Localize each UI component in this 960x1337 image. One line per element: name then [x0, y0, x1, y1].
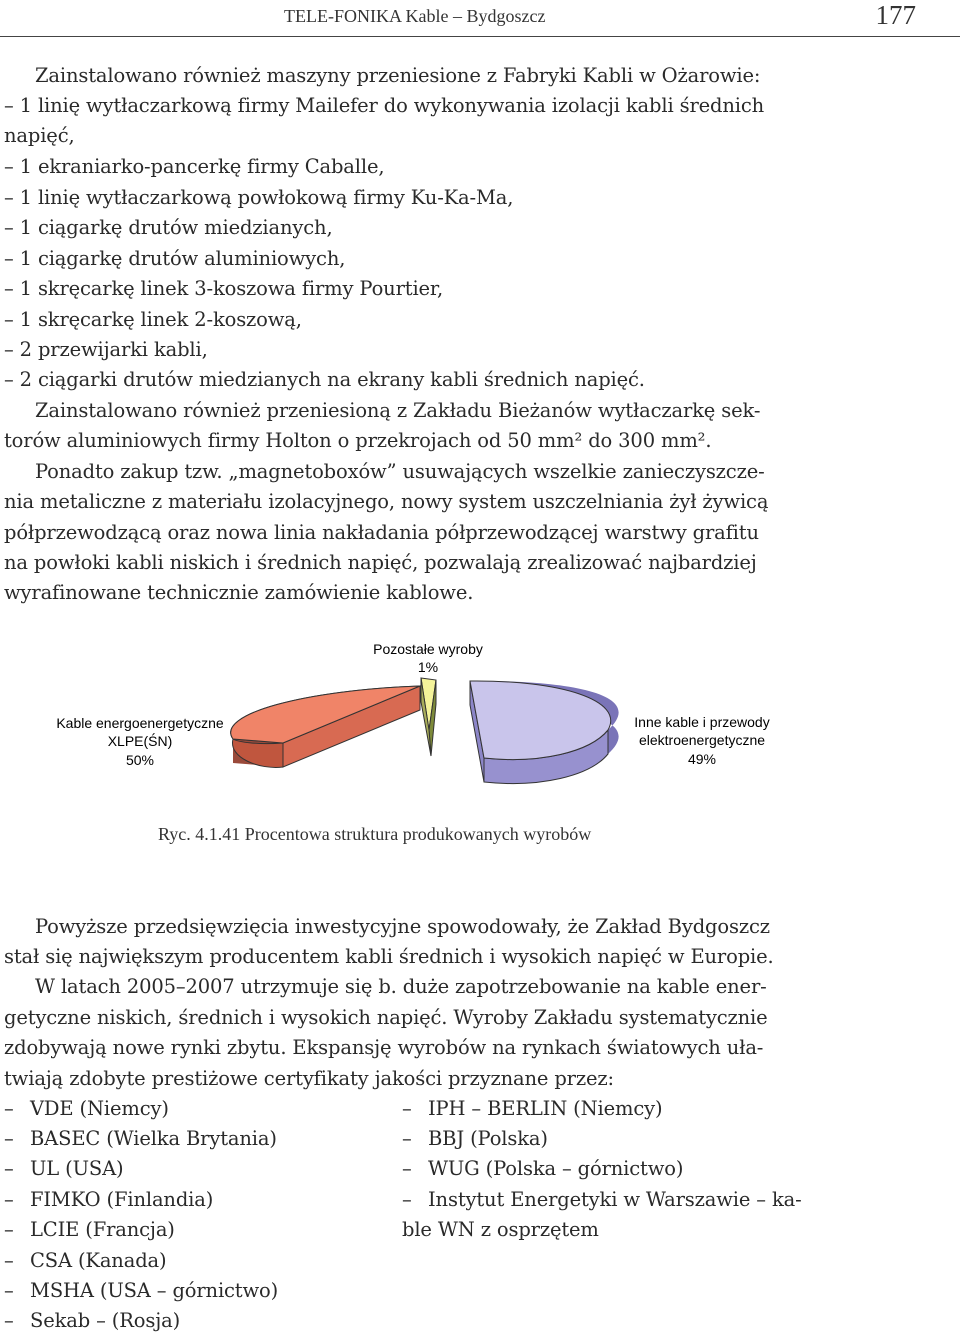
list-item: – 1 skręcarkę linek 3-koszowa firmy Pourtier, — [4, 277, 444, 300]
list-item: – 1 linię wytłaczarkową firmy Mailefer do wykonywania izolacji kabli średnich — [4, 94, 765, 117]
list-item: – 2 przewijarki kabli, — [4, 338, 208, 361]
cert-label: VDE (Niemcy) — [30, 1097, 169, 1120]
cert-item — [4, 1306, 180, 1336]
cert-item-continuation — [402, 1215, 599, 1245]
pie-chart — [0, 630, 960, 815]
list-dash: – — [4, 1249, 14, 1272]
cert-label: BBJ (Polska) — [428, 1127, 548, 1150]
paragraph-line: Zainstalowano również przeniesioną z Zakładu Bieżanów wytłaczarkę sek- — [35, 399, 761, 422]
list-dash: – — [402, 1157, 412, 1180]
cert-label: WUG (Polska – górnictwo) — [428, 1157, 684, 1180]
cert-label: CSA (Kanada) — [30, 1249, 167, 1272]
cert-item — [4, 1185, 213, 1215]
list-item: – 2 ciągarki drutów miedzianych na ekrany kabli średnich napięć. — [4, 368, 645, 391]
label-inne-line: elektroenergetyczne — [638, 732, 766, 748]
list-dash: – — [402, 1097, 412, 1120]
cert-label: BASEC (Wielka Brytania) — [30, 1127, 277, 1150]
list-dash: – — [402, 1127, 412, 1150]
label-xlpe-line: Kable energoenergetyczne — [56, 715, 224, 731]
cert-label: Instytut Energetyki w Warszawie – ka- — [428, 1188, 802, 1211]
paragraph-line: wyrafinowane technicznie zamówienie kablowe. — [4, 581, 474, 604]
cert-item — [4, 1094, 169, 1124]
cert-item — [4, 1154, 123, 1184]
list-dash: – — [4, 1188, 14, 1211]
label-inne-value: 49% — [687, 751, 717, 767]
running-title: TELE-FONIKA Kable – Bydgoszcz — [284, 6, 546, 26]
cert-item — [4, 1246, 166, 1276]
paragraph-line: Ponadto zakup tzw. „magnetoboxów” usuwających wszelkie zanieczyszcze- — [35, 460, 765, 483]
list-dash: – — [4, 1127, 14, 1150]
cert-label: LCIE (Francja) — [30, 1218, 175, 1241]
list-dash: – — [4, 1097, 14, 1120]
paragraph-line: zdobywają nowe rynki zbytu. Ekspansję wyrobów na rynkach światowych uła- — [4, 1036, 764, 1059]
label-xlpe-line: XLPE(ŚN) — [107, 733, 173, 749]
list-item: napięć, — [4, 124, 75, 147]
figure-caption: Ryc. 4.1.41 Procentowa struktura produkowanych wyrobów — [158, 824, 592, 844]
header-rule — [0, 36, 960, 37]
label-inne-line: Inne kable i przewody — [634, 714, 770, 730]
cert-item — [402, 1154, 683, 1184]
list-item: – 1 linię wytłaczarkową powłokową firmy Ku-Ka-Ma, — [4, 186, 514, 209]
cert-item — [4, 1276, 278, 1306]
list-item: – 1 ekraniarko-pancerkę firmy Caballe, — [4, 155, 385, 178]
label-pozostale-value: 1% — [417, 659, 439, 675]
intro-paragraph: Zainstalowano również maszyny przeniesione z Fabryki Kabli w Ożarowie: — [35, 64, 761, 87]
cert-item — [4, 1124, 277, 1154]
list-item: – 1 ciągarkę drutów aluminiowych, — [4, 247, 346, 270]
cert-label: Sekab – (Rosja) — [30, 1309, 181, 1332]
list-dash: – — [4, 1218, 14, 1241]
pie-slice-pozostale — [421, 678, 436, 756]
cert-item — [4, 1215, 175, 1245]
paragraph-line: getyczne niskich, średnich i wysokich napięć. Wyroby Zakładu systematycznie — [4, 1006, 768, 1029]
paragraph-line: twiają zdobyte prestiżowe certyfikaty jakości przyznane przez: — [4, 1067, 614, 1090]
paragraph-line: W latach 2005–2007 utrzymuje się b. duże zapotrzebowanie na kable ener- — [35, 975, 767, 998]
list-dash: – — [4, 1279, 14, 1302]
list-dash: – — [4, 1309, 14, 1332]
list-dash: – — [402, 1188, 412, 1211]
pie-slice-xlpe — [231, 686, 420, 767]
list-dash: – — [4, 1157, 14, 1180]
pie-slice-inne — [470, 681, 619, 784]
paragraph-line: Powyższe przedsięwzięcia inwestycyjne spowodowały, że Zakład Bydgoszcz — [35, 915, 770, 938]
cert-item — [402, 1124, 548, 1154]
list-item: – 1 ciągarkę drutów miedzianych, — [4, 216, 333, 239]
cert-label: ble WN z osprzętem — [402, 1218, 599, 1241]
cert-item — [402, 1185, 802, 1215]
label-pozostale-line: Pozostałe wyroby — [373, 641, 483, 657]
label-xlpe — [56, 715, 224, 768]
paragraph-line: na powłoki kabli niskich i średnich napięć, pozwalają zrealizować najbardziej — [4, 551, 757, 574]
label-inne — [634, 714, 769, 767]
page-number: 177 — [875, 0, 916, 30]
cert-label: UL (USA) — [30, 1157, 124, 1180]
list-item: – 1 skręcarkę linek 2-koszową, — [4, 308, 302, 331]
label-pozostale — [373, 641, 483, 675]
cert-label: FIMKO (Finlandia) — [30, 1188, 214, 1211]
cert-label: MSHA (USA – górnictwo) — [30, 1279, 279, 1302]
cert-item — [402, 1094, 662, 1124]
label-xlpe-value: 50% — [125, 752, 155, 768]
running-header — [0, 2, 960, 38]
paragraph-line: stał się największym producentem kabli średnich i wysokich napięć w Europie. — [4, 945, 774, 968]
paragraph-line: nia metaliczne z materiału izolacyjnego, nowy system uszczelniania żył żywicą — [4, 490, 769, 513]
paragraph-line: półprzewodzącą oraz nowa linia nakładania półprzewodzącej warstwy grafitu — [4, 521, 759, 544]
paragraph-line: torów aluminiowych firmy Holton o przekrojach od 50 mm² do 300 mm². — [4, 429, 712, 452]
cert-label: IPH – BERLIN (Niemcy) — [428, 1097, 663, 1120]
